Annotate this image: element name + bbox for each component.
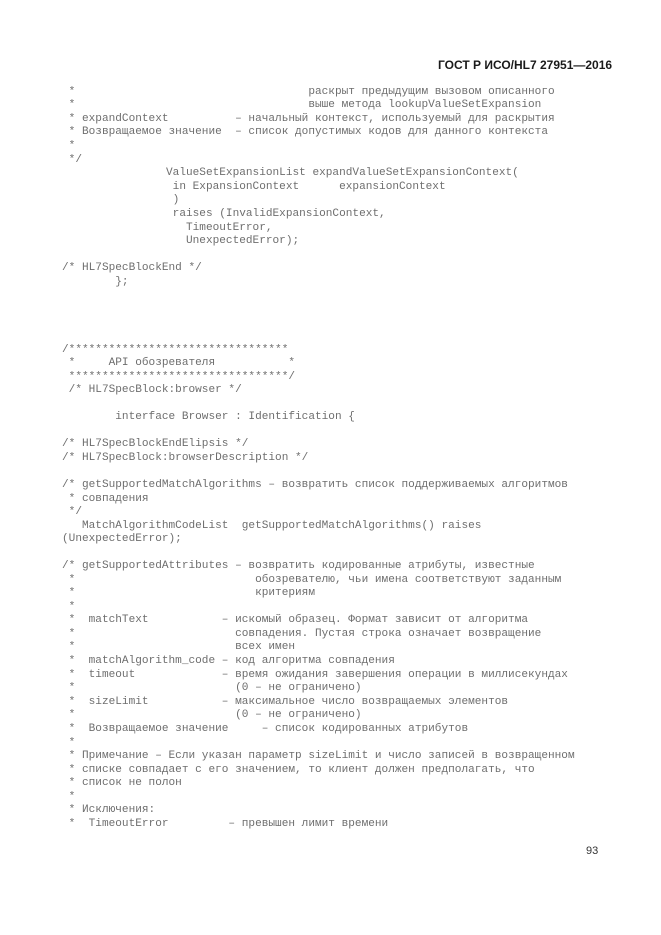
code-line: /* HL7SpecBlock:browserDescription */ bbox=[62, 452, 309, 464]
code-line: * timeout – время ожидания завершения операции в миллисекундах bbox=[62, 669, 568, 681]
code-line: * совпадения. Пустая строка означает возвращение bbox=[62, 628, 542, 640]
code-line: * Примечание – Если указан параметр sizeLimit и число записей в возвращенном bbox=[62, 750, 575, 762]
code-line: * TimeoutError – превышен лимит времени bbox=[62, 818, 389, 830]
code-line: * bbox=[62, 601, 76, 613]
code-line: * Возвращаемое значение – список допустимых кодов для данного контекста bbox=[62, 126, 548, 138]
code-line: /* getSupportedAttributes – возвратить кодированные атрибуты, известные bbox=[62, 560, 535, 572]
code-line: * Возвращаемое значение – список кодированных атрибутов bbox=[62, 723, 469, 735]
code-line: */ bbox=[62, 506, 82, 518]
code-line: /********************************* bbox=[62, 344, 289, 356]
page-number: 93 bbox=[586, 845, 599, 857]
code-line: * всех имен bbox=[62, 641, 296, 653]
code-line: (UnexpectedError); bbox=[62, 533, 182, 545]
code-line: * sizeLimit – максимальное число возвращаемых элементов bbox=[62, 696, 509, 708]
code-line: * Исключения: bbox=[62, 804, 156, 816]
code-line: * bbox=[62, 140, 76, 152]
code-line: /* HL7SpecBlockEndElipsis */ bbox=[62, 438, 249, 450]
code-line: * matchText – искомый образец. Формат зависит от алгоритма bbox=[62, 614, 529, 626]
code-line: * совпадения bbox=[62, 493, 149, 505]
code-line: in ExpansionContext expansionContext bbox=[166, 181, 446, 193]
code-line: * bbox=[62, 737, 76, 749]
code-line: * выше метода lookupValueSetExpansion bbox=[62, 99, 542, 111]
code-line: * expandContext – начальный контекст, используемый для раскрытия bbox=[62, 113, 555, 125]
code-line: /* HL7SpecBlock:browser */ bbox=[62, 384, 242, 396]
code-line: MatchAlgorithmCodeList getSupportedMatchAlgorithms() raises bbox=[62, 520, 482, 532]
code-line: ValueSetExpansionList expandValueSetExpansionContext( bbox=[166, 167, 519, 179]
code-line: interface Browser : Identification { bbox=[62, 411, 355, 423]
code-line: /* getSupportedMatchAlgorithms – возвратить список поддерживаемых алгоритмов bbox=[62, 479, 568, 491]
code-line: * bbox=[62, 791, 76, 803]
code-line: */ bbox=[62, 154, 82, 166]
code-line: * обозревателю, чьи имена соответствуют заданным bbox=[62, 574, 562, 586]
code-line: raises (InvalidExpansionContext, bbox=[166, 208, 386, 220]
code-line: * список не полон bbox=[62, 777, 182, 789]
code-line: /* HL7SpecBlockEnd */ bbox=[62, 262, 202, 274]
code-line: * API обозревателя * bbox=[62, 357, 296, 369]
document-header: ГОСТ Р ИСО/HL7 27951—2016 bbox=[438, 58, 613, 72]
code-line: * критериям bbox=[62, 587, 315, 599]
code-line: *********************************/ bbox=[62, 371, 296, 383]
code-line: * matchAlgorithm_code – код алгоритма совпадения bbox=[62, 655, 395, 667]
code-line: * раскрыт предыдущим вызовом описанного bbox=[62, 86, 555, 98]
code-line: ) bbox=[166, 194, 180, 206]
code-line: * списке совпадает с его значением, то клиент должен предполагать, что bbox=[62, 764, 535, 776]
code-line: TimeoutError, bbox=[166, 222, 273, 234]
code-line: UnexpectedError); bbox=[166, 235, 300, 247]
code-line: * (0 – не ограничено) bbox=[62, 682, 362, 694]
code-line: * (0 – не ограничено) bbox=[62, 709, 362, 721]
code-line: }; bbox=[62, 276, 129, 288]
